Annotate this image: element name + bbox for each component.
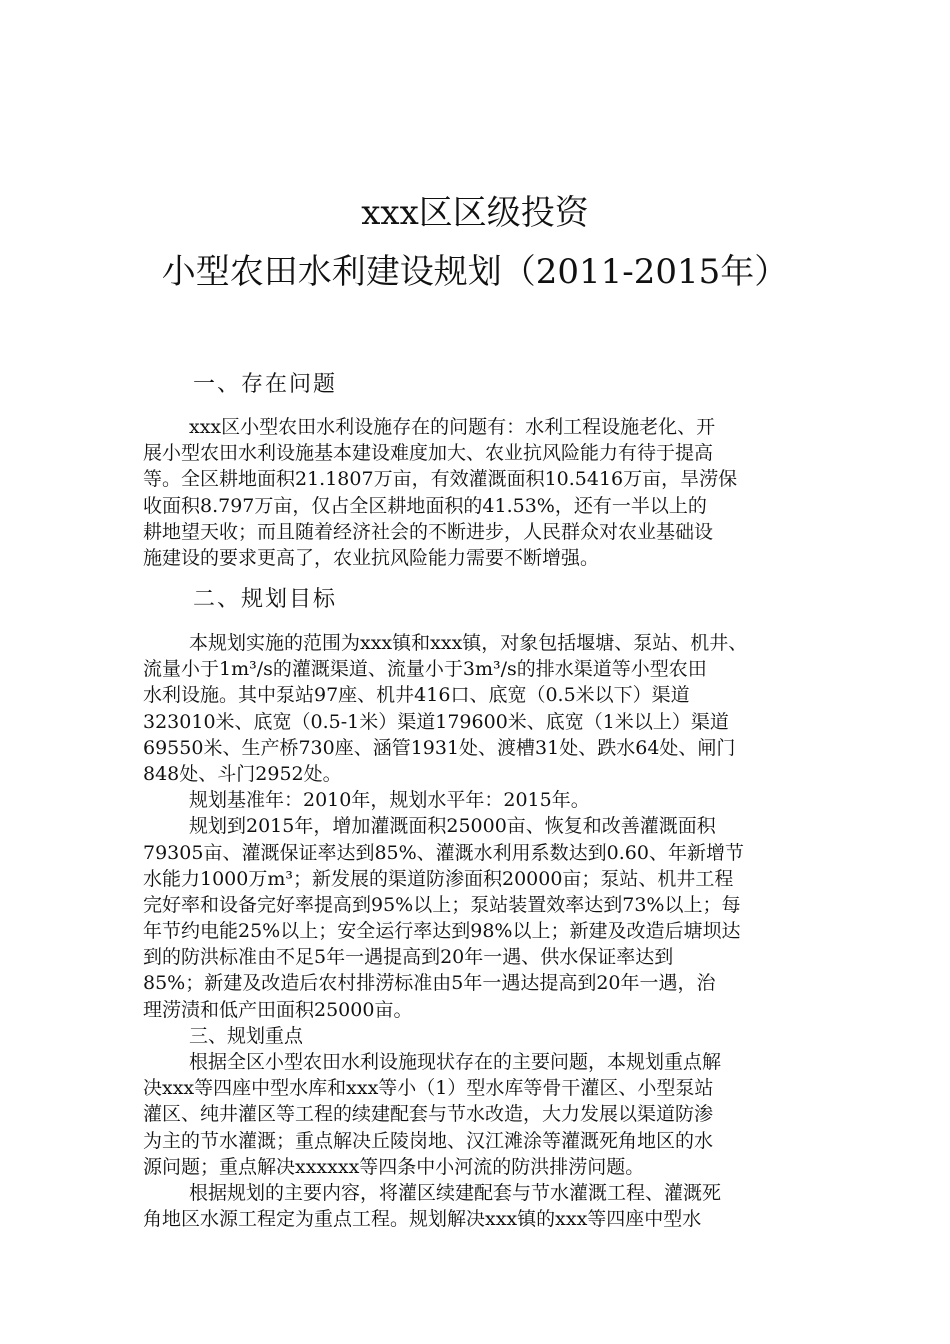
section3-heading: 三、规划重点 <box>189 1024 304 1047</box>
text-line: 水利设施。其中泵站97座、机井416口、底宽（0.5米以下）渠道 <box>143 684 690 707</box>
text-line: 水能力1000万m³；新发展的渠道防渗面积20000亩；泵站、机井工程 <box>143 867 734 890</box>
section1-paragraph <box>143 414 807 571</box>
text-line: 耕地望天收；而且随着经济社会的不断进步，人民群众对农业基础设 <box>143 520 714 543</box>
text-line: 决xxx等四座中型水库和xxx等小（1）型水库等骨干灌区、小型泵站 <box>143 1077 714 1100</box>
text-line: xxx区小型农田水利设施存在的问题有：水利工程设施老化、开 <box>189 416 716 438</box>
text-line: 流量小于1m³/s的灌溉渠道、流量小于3m³/s的排水渠道等小型农田 <box>143 658 707 681</box>
text-line: 为主的节水灌溉；重点解决丘陵岗地、汉江滩涂等灌溉死角地区的水 <box>143 1129 714 1152</box>
text-line: 根据规划的主要内容，将灌区续建配套与节水灌溉工程、灌溉死 <box>189 1181 722 1204</box>
text-line: 灌区、纯井灌区等工程的续建配套与节水改造，大力发展以渠道防渗 <box>143 1103 714 1126</box>
section2-heading: 二、规划目标 <box>193 587 338 612</box>
text-line: 等。全区耕地面积21.1807万亩，有效灌溉面积10.5416万亩，旱涝保 <box>143 468 738 491</box>
text-line: 理涝渍和低产田面积25000亩。 <box>143 998 413 1021</box>
text-line: 848处、斗门2952处。 <box>143 762 342 785</box>
text-line: 角地区水源工程定为重点工程。规划解决xxx镇的xxx等四座中型水 <box>143 1208 702 1231</box>
text-line: 85%；新建及改造后农村排涝标准由5年一遇达提高到20年一遇，治 <box>143 972 716 995</box>
text-line: 展小型农田水利设施基本建设难度加大、农业抗风险能力有待于提高 <box>143 442 714 465</box>
text-line: 本规划实施的范围为xxx镇和xxx镇，对象包括堰塘、泵站、机井、 <box>189 632 748 654</box>
text-line: 规划到2015年，增加灌溉面积25000亩、恢复和改善灌溉面积 <box>189 815 716 838</box>
document-title-line2: 小型农田水利建设规划（2011-2015年） <box>161 252 789 292</box>
text-line: 完好率和设备完好率提高到95%以上；泵站装置效率达到73%以上；每 <box>143 893 741 916</box>
text-line: 到的防洪标准由不足5年一遇提高到20年一遇、供水保证率达到 <box>143 946 674 969</box>
text-line: 69550米、生产桥730座、涵管1931处、渡槽31处、跌水64处、闸门 <box>143 736 736 759</box>
document-title-line1: xxx区区级投资 <box>361 193 589 233</box>
text-line: 79305亩、灌溉保证率达到85%、灌溉水利用系数达到0.60、年新增节 <box>143 841 744 864</box>
text-line: 收面积8.797万亩，仅占全区耕地面积的41.53%，还有一半以上的 <box>143 494 707 517</box>
text-line: 323010米、底宽（0.5-1米）渠道179600米、底宽（1米以上）渠道 <box>143 710 729 733</box>
body-paragraphs <box>143 630 807 1232</box>
text-line: 施建设的要求更高了，农业抗风险能力需要不断增强。 <box>143 546 600 569</box>
text-line: 年节约电能25%以上；安全运行率达到98%以上；新建及改造后塘坝达 <box>143 920 741 943</box>
section1-heading: 一、存在问题 <box>193 372 338 397</box>
text-line: 根据全区小型农田水利设施现状存在的主要问题，本规划重点解 <box>189 1051 722 1073</box>
text-line: 规划基准年：2010年，规划水平年：2015年。 <box>189 789 590 812</box>
text-line: 源问题；重点解决xxxxxx等四条中小河流的防洪排涝问题。 <box>143 1155 645 1178</box>
